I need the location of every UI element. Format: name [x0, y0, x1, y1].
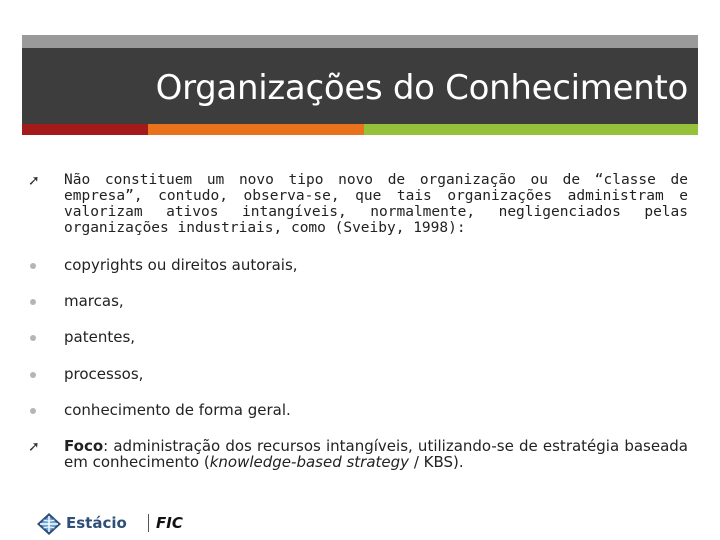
foco-tail: / KBS).	[409, 453, 464, 471]
foco-label: Foco	[64, 437, 104, 455]
list-item	[28, 257, 688, 273]
foco-text	[64, 438, 688, 470]
partner-name: FIC	[156, 514, 183, 532]
list-item	[28, 366, 688, 382]
bullet-dot-icon	[30, 372, 36, 378]
list-item-text: patentes,	[64, 328, 136, 346]
title-top-band	[22, 35, 698, 48]
bullet-dot-icon	[30, 299, 36, 305]
bullet-dot-icon	[30, 335, 36, 341]
foco-colon: :	[103, 437, 109, 455]
list-item	[28, 402, 688, 418]
foco-italic-term: knowledge-based strategy	[209, 453, 410, 471]
accent-stripe-orange	[148, 124, 364, 135]
brand-name: Estácio	[66, 514, 127, 532]
arrow-up-right-icon: ➚	[28, 173, 40, 189]
list-item-text: processos,	[64, 365, 144, 383]
list-item-text: copyrights ou direitos autorais,	[64, 256, 298, 274]
page-title: Organizações do Conhecimento	[155, 68, 688, 108]
intro-item	[28, 172, 688, 236]
bullet-dot-icon	[30, 263, 36, 269]
foco-item	[28, 438, 688, 470]
foco-body: administração dos recursos intangíveis, utilizando-se de estratégia baseada em conhecimento (	[64, 437, 688, 471]
accent-stripe-red	[22, 124, 148, 135]
list-item-text: conhecimento de forma geral.	[64, 401, 291, 419]
intro-text: Não constituem um novo tipo novo de organização ou de “classe de empresa”, contudo, observa-se, que tais organizações administram e valorizam ativos intangíveis, normalmente, negligenciados pelas organizações industriais, como (Sveiby, 1998):	[64, 172, 688, 236]
accent-stripe-green	[364, 124, 698, 135]
title-bar	[22, 48, 698, 124]
bullet-dot-icon	[30, 408, 36, 414]
estacio-globe-icon	[36, 512, 62, 536]
arrow-up-right-icon: ➚	[28, 439, 40, 455]
list-item	[28, 293, 688, 309]
list-item-text: marcas,	[64, 292, 124, 310]
logo-separator	[148, 514, 149, 532]
list-item	[28, 329, 688, 345]
